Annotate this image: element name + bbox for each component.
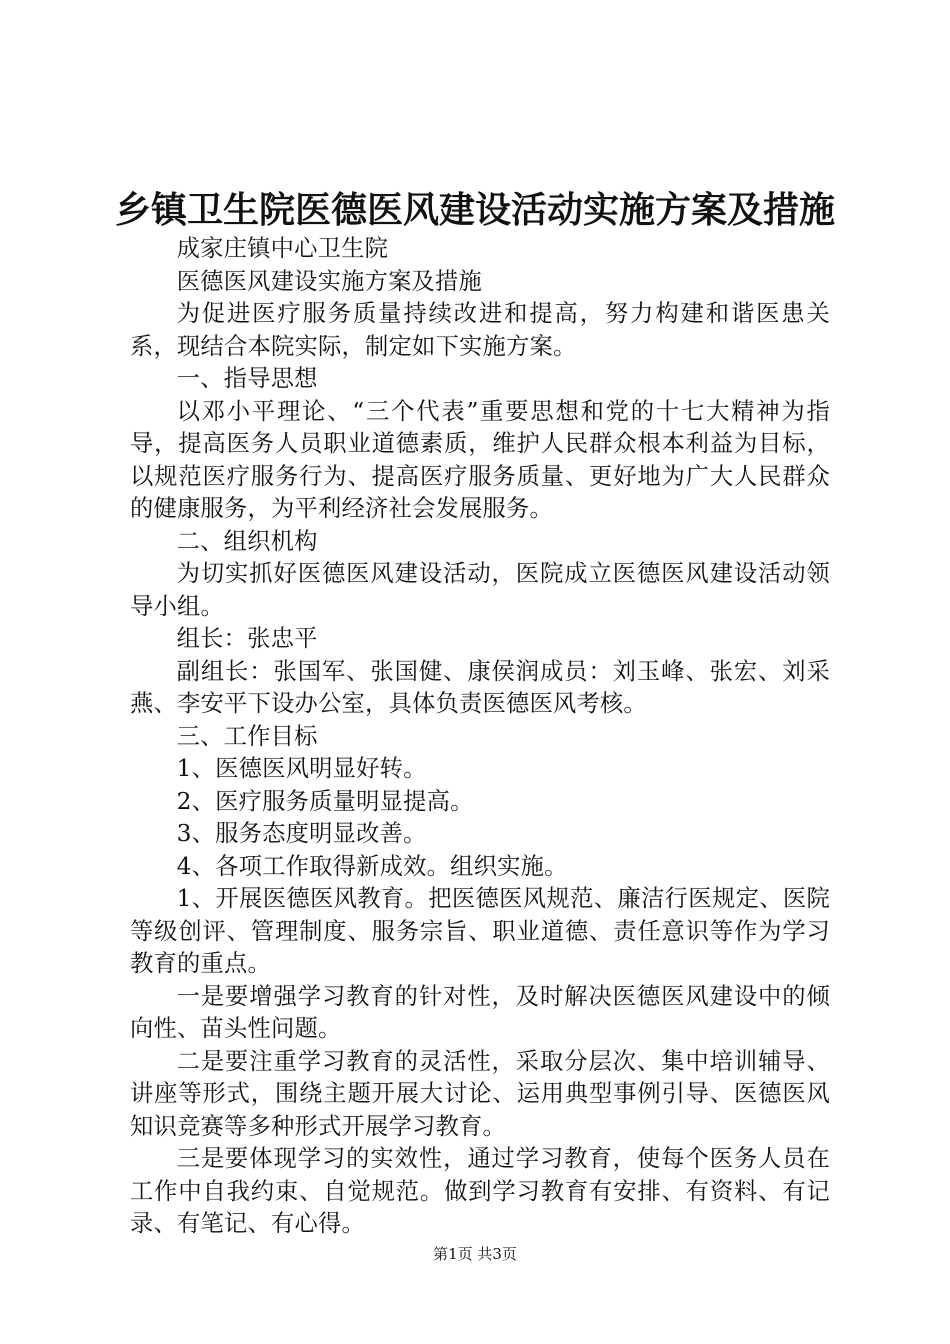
list-item-goal-1: 1、医德医风明显好转。: [176, 755, 427, 782]
paragraph-guiding-ideology: 以邓小平理论、“三个代表”重要思想和党的十七大精神为指导，提高医务人员职业道德素质，维护人民群众根本利益为目标，以规范医疗服务行为、提高医疗服务质量、更好地为广大人民群众的健康服务，为平利经济社会发展服务。: [130, 397, 830, 522]
section-heading-organization: 二、组织机构: [176, 527, 318, 555]
paragraph-point-three: 三是要体现学习的实效性，通过学习教育，使每个医务人员在工作中自我约束、自觉规范。做到学习教育有安排、有资料、有记录、有笔记、有心得。: [130, 1145, 830, 1237]
paragraph-point-two: 二是要注重学习教育的灵活性，采取分层次、集中培训辅导、讲座等形式，围绕主题开展大讨论、运用典型事例引导、医德医风知识竞赛等多种形式开展学习教育。: [130, 1047, 830, 1140]
document-title: 乡镇卫生院医德医风建设活动实施方案及措施: [114, 189, 835, 231]
paragraph-organization: 为切实抓好医德医风建设活动，医院成立医德医风建设活动领导小组。: [130, 560, 830, 620]
page-footer: 第1页 共3页: [433, 1245, 517, 1263]
list-item-goal-3: 3、服务态度明显改善。: [176, 820, 427, 847]
paragraph-deputy-leaders: 副组长：张国军、张国健、康侯润成员：刘玉峰、张宏、刘采燕、李安平下设办公室，具体负责医德医风考核。: [130, 657, 830, 717]
section-heading-work-goals: 三、工作目标: [176, 722, 318, 750]
section-heading-guiding-ideology: 一、指导思想: [176, 365, 318, 392]
paragraph-hospital-name: 成家庄镇中心卫生院: [176, 235, 389, 262]
list-item-goal-4: 4、各项工作取得新成效。组织实施。: [176, 852, 568, 880]
document-body: [130, 233, 830, 1241]
paragraph-education: 1、开展医德医风教育。把医德医风规范、廉洁行医规定、医院等级创评、管理制度、服务宗旨、职业道德、责任意识等作为学习教育的重点。: [130, 885, 830, 977]
paragraph-group-leader: 组长：张忠平: [176, 625, 318, 652]
paragraph-intro: 为促进医疗服务质量持续改进和提高，努力构建和谐医患关系，现结合本院实际，制定如下实施方案。: [130, 300, 830, 360]
paragraph-point-one: 一是要增强学习教育的针对性，及时解决医德医风建设中的倾向性、苗头性问题。: [130, 982, 830, 1042]
list-item-goal-2: 2、医疗服务质量明显提高。: [176, 787, 474, 815]
paragraph-subtitle: 医德医风建设实施方案及措施: [176, 267, 483, 295]
